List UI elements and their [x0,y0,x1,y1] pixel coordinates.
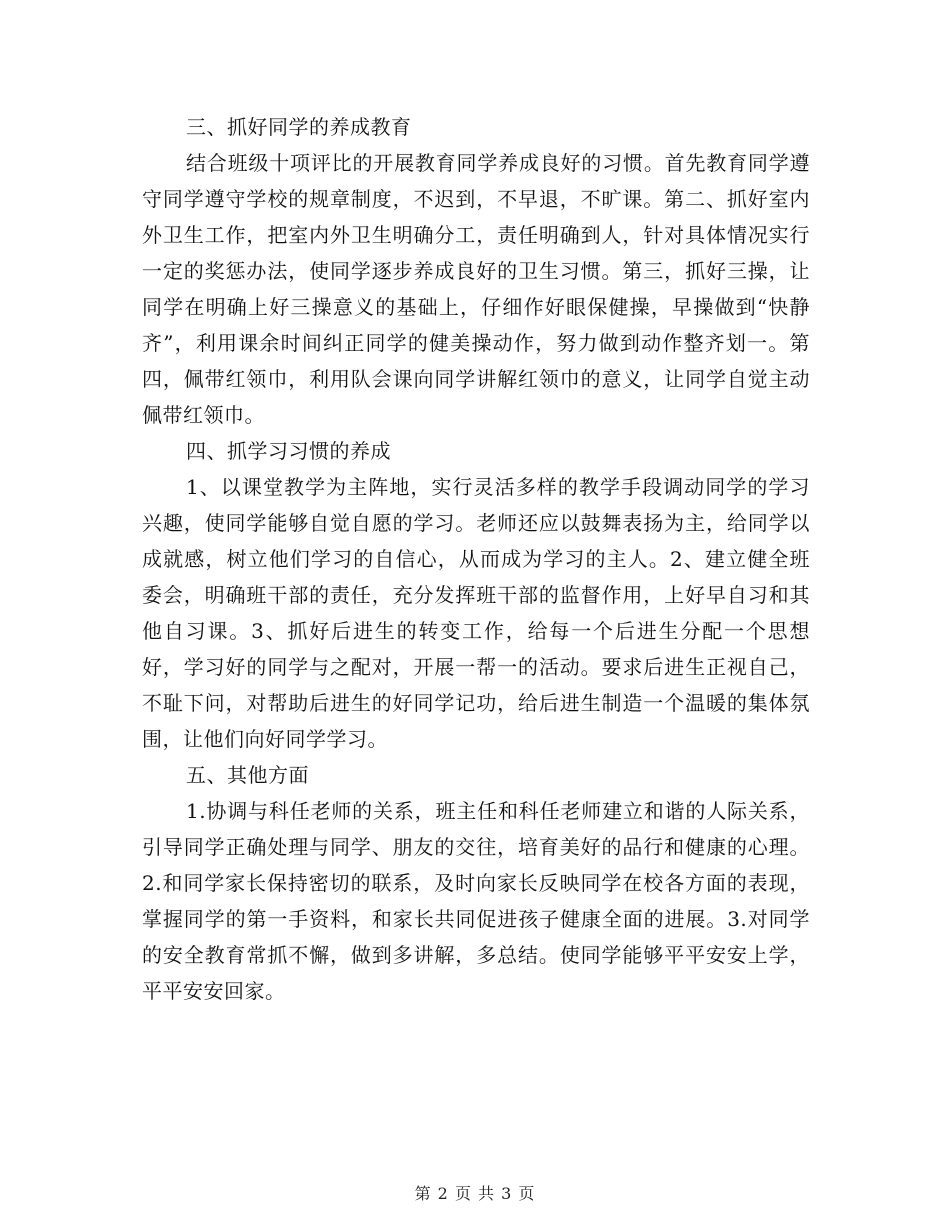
section-heading-study-habits: 四、抓学习习惯的养成 [186,439,391,463]
document-body [142,109,810,1009]
page-number-footer: 第 2 页 共 3 页 [414,1184,536,1203]
section-body-habits: 结合班级十项评比的开展教育同学养成良好的习惯。首先教育同学遵守同学遵守学校的规章制度，不迟到，不早退，不旷课。第二、抓好室内外卫生工作，把室内外卫生明确分工，责任明确到人，针对具体情况实行一定的奖惩办法，使同学逐步养成良好的卫生习惯。第三，抓好三操，让同学在明确上好三操意义的基础上，仔细作好眼保健操，早操做到“快静齐”，利用课余时间纠正同学的健美操动作，努力做到动作整齐划一。第四，佩带红领巾，利用队会课向同学讲解红领巾的意义，让同学自觉主动佩带红领巾。 [142,151,810,427]
section-body-other: 1.协调与科任老师的关系，班主任和科任老师建立和谐的人际关系，引导同学正确处理与同学、朋友的交往，培育美好的品行和健康的心理。2.和同学家长保持密切的联系，及时向家长反映同学在校各方面的表现，掌握同学的第一手资料，和家长共同促进孩子健康全面的进展。3.对同学的安全教育常抓不懈，做到多讲解，多总结。使同学能够平平安安上学，平平安安回家。 [142,799,810,1003]
section-heading-habits: 三、抓好同学的养成教育 [186,115,412,139]
section-body-study-habits: 1、以课堂教学为主阵地，实行灵活多样的教学手段调动同学的学习兴趣，使同学能够自觉自愿的学习。老师还应以鼓舞表扬为主，给同学以成就感，树立他们学习的自信心，从而成为学习的主人。2、建立健全班委会，明确班干部的责任，充分发挥班干部的监督作用，上好早自习和其他自习课。3、抓好后进生的转变工作，给每一个后进生分配一个思想好，学习好的同学与之配对，开展一帮一的活动。要求后进生正视自己，不耻下问，对帮助后进生的好同学记功，给后进生制造一个温暖的集体氛围，让他们向好同学学习。 [142,475,810,751]
section-heading-other: 五、其他方面 [186,763,309,787]
